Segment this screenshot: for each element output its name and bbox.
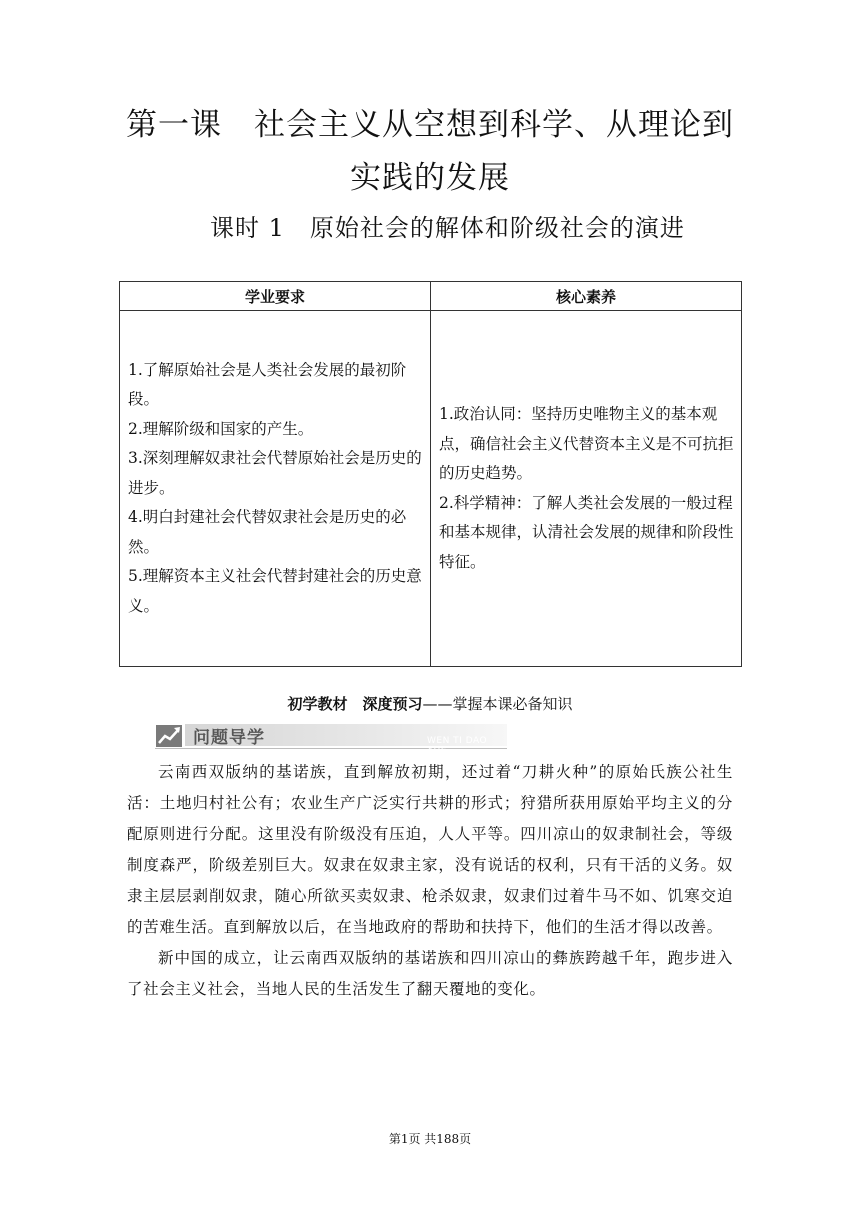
lesson-subtitle: 课时 1 原始社会的解体和阶级社会的演进 (210, 214, 685, 242)
banner-label: 问题导学 (193, 728, 265, 748)
lesson-title-continued: 实践的发展 (350, 160, 510, 196)
section-heading-bold: 初学教材 深度预习 (287, 695, 423, 713)
paragraph: 云南西双版纳的基诺族，直到解放初期，还过着“刀耕火种”的原始氏族公社生活：土地归村社公有；农业生产广泛实行共耕的形式；狩猎所获用原始平均主义的分配原则进行分配。这里没有阶级没有压迫，人人平等。四川凉山的奴隶制社会，等级制度森严，阶级差别巨大。奴隶在奴隶主家，没有说话的权利，只有干活的义务。奴隶主层层剥削奴隶，随心所欲买卖奴隶、枪杀奴隶，奴隶们过着牛马不如、饥寒交迫的苦难生活。直到解放以后，在当地政府的帮助和扶持下，他们的生活才得以改善。 (127, 763, 733, 936)
header-academic-requirements: 学业要求 (120, 282, 431, 311)
academic-requirements-cell (120, 311, 431, 667)
table-header-row (120, 282, 742, 311)
table-row (120, 311, 742, 667)
trend-chart-icon (155, 722, 183, 748)
list-item: 3.深刻理解奴隶社会代替原始社会是历史的进步。 (128, 449, 422, 497)
list-item: 1.了解原始社会是人类社会发展的最初阶段。 (128, 360, 407, 409)
problem-guide-banner (155, 720, 510, 756)
section-heading (0, 693, 860, 714)
reading-passage (127, 757, 733, 1005)
list-item: 4.明白封建社会代替奴隶社会是历史的必然。 (128, 508, 407, 556)
list-item: 2.科学精神：了解人类社会发展的一般过程和基本规律，认清社会发展的规律和阶段性特征。 (439, 493, 734, 571)
list-item: 5.理解资本主义社会代替封建社会的历史意义。 (128, 567, 422, 615)
page-footer: 第1页 共188页 (388, 1132, 472, 1146)
header-core-literacy: 核心素养 (431, 282, 742, 311)
list-item: 2.理解阶级和国家的产生。 (128, 419, 314, 438)
banner-pinyin: WEN TI DAO XUE (427, 736, 488, 756)
lesson-title: 第一课 社会主义从空想到科学、从理论到 (126, 107, 734, 143)
list-item: 1.政治认同：坚持历史唯物主义的基本观点，确信社会主义代替资本主义是不可抗拒的历史趋势。 (439, 405, 734, 482)
requirements-table (119, 281, 742, 667)
paragraph: 新中国的成立，让云南西双版纳的基诺族和四川凉山的彝族跨越千年，跑步进入了社会主义社会，当地人民的生活发生了翻天覆地的变化。 (127, 949, 733, 998)
core-literacy-cell (431, 311, 742, 667)
section-heading-rest: ——掌握本课必备知识 (422, 695, 573, 713)
